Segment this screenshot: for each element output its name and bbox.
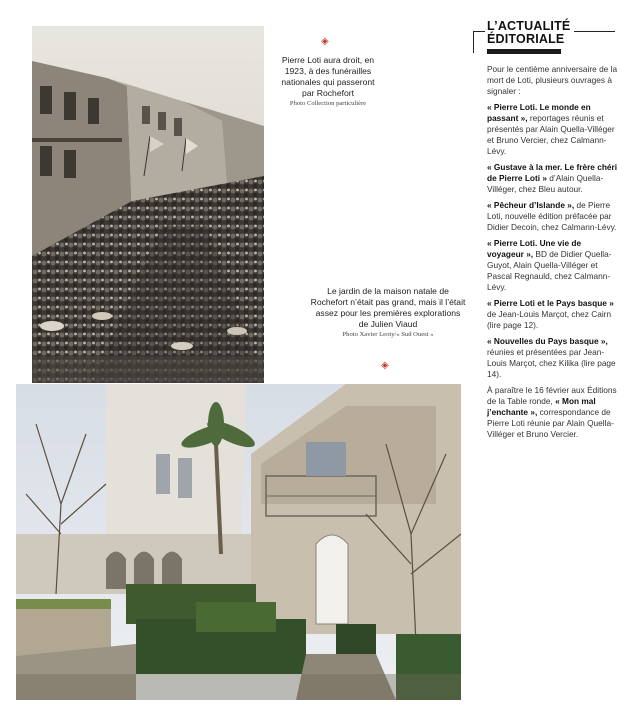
book-title: « Pierre Loti et le Pays basque » bbox=[487, 298, 614, 308]
garden-illustration bbox=[16, 384, 461, 700]
book-entry bbox=[487, 336, 620, 380]
procession-illustration bbox=[32, 26, 264, 383]
sidebar-bracket bbox=[473, 31, 474, 53]
book-details: d’Alain Quella-Villéger, chez Bleu autour. bbox=[487, 173, 604, 194]
sidebar-title-line2: ÉDITORIALE bbox=[485, 33, 620, 46]
procession-photo bbox=[32, 26, 264, 383]
book-title: « Pêcheur d’Islande », bbox=[487, 200, 575, 210]
garden-caption-text: Le jardin de la maison natale de Rochefort n’était pas grand, mais il l’était assez pour les premières explorations de Julien Viaud bbox=[310, 286, 466, 329]
book-entry bbox=[487, 200, 620, 233]
book-entry bbox=[487, 238, 620, 293]
closing-note bbox=[487, 385, 620, 440]
garden-caption-credit: Photo Xavier Leoty/« Sud Ouest » bbox=[342, 331, 434, 338]
sidebar-title-bar bbox=[487, 49, 561, 54]
book-title: « Gustave à la mer. Le frère chéri de Pierre Loti » bbox=[487, 162, 618, 183]
sidebar-intro: Pour le centième anniversaire de la mort de Loti, plusieurs ouvrages à signaler : bbox=[487, 64, 618, 96]
book-details: reportages réunis et présentés par Alain Quella-Villéger et Bruno Vercier, chez Calmann-Lévy. bbox=[487, 113, 615, 156]
book-details: de Jean-Louis Marçot, chez Cairn (lire page 12). bbox=[487, 309, 612, 330]
garden-caption bbox=[310, 286, 466, 339]
procession-caption-credit: Photo Collection particulière bbox=[289, 100, 367, 107]
book-entry bbox=[487, 298, 620, 331]
book-title: « Pierre Loti. Le monde en passant », bbox=[487, 102, 591, 123]
caption-marker-icon: ◈ bbox=[381, 360, 389, 371]
book-entry bbox=[487, 102, 620, 157]
book-title: « Nouvelles du Pays basque », bbox=[487, 336, 608, 346]
sidebar-title-line1: L’ACTUALITÉ bbox=[485, 20, 574, 33]
book-details: BD de Didier Quella-Guyot, Alain Quella-Villéger et Pascal Regnauld, chez Calmann-Lévy. bbox=[487, 249, 612, 292]
procession-caption bbox=[276, 55, 380, 108]
caption-marker-icon: ◈ bbox=[321, 36, 329, 47]
book-title: « Pierre Loti. Une vie de voyageur », bbox=[487, 238, 582, 259]
editorial-sidebar bbox=[485, 20, 620, 445]
book-details: réunies et présentées par Jean-Louis Marçot, chez Kilika (lire page 14). bbox=[487, 347, 616, 379]
procession-caption-text: Pierre Loti aura droit, en 1923, à des funérailles nationales qui passeront par Rochefort bbox=[281, 55, 375, 98]
closing-after: correspondance de Pierre Loti réunie par Alain Quella-Villéger et Bruno Vercier. bbox=[487, 407, 614, 439]
book-details: de Pierre Loti, nouvelle édition préfacée par Didier Decoin, chez Calmann-Lévy. bbox=[487, 200, 617, 232]
closing-title: « Mon mal j’enchante », bbox=[487, 396, 596, 417]
closing-before: À paraître le 16 février aux Éditions de la Table ronde, bbox=[487, 385, 617, 406]
garden-photo bbox=[16, 384, 461, 700]
book-entry bbox=[487, 162, 620, 195]
